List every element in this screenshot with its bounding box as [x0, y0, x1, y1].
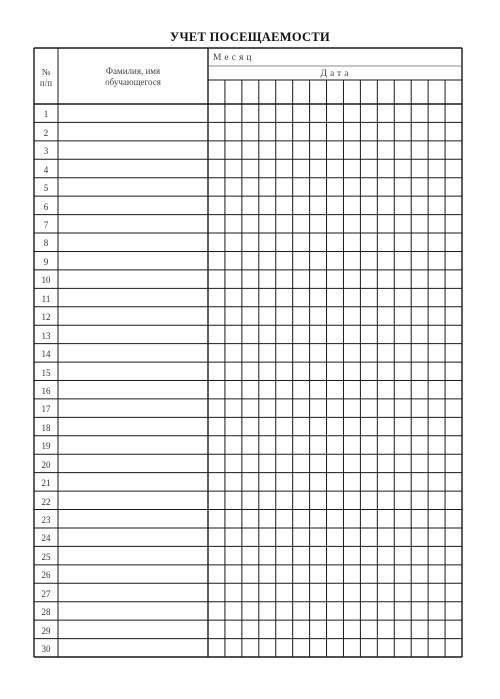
row-number: 22: [41, 496, 51, 507]
row-number: 17: [41, 404, 51, 415]
header-month: Месяц: [213, 53, 255, 63]
row-number: 11: [41, 293, 51, 304]
row-number: 14: [41, 349, 51, 360]
row-number: 5: [43, 183, 49, 194]
page-title: УЧЕТ ПОСЕЩАЕМОСТИ: [169, 30, 331, 44]
row-number: 10: [41, 275, 51, 286]
row-number: 28: [41, 607, 51, 618]
row-number: 8: [43, 238, 49, 249]
row-number: 21: [41, 478, 51, 489]
row-number: 4: [43, 164, 49, 175]
row-number: 18: [41, 422, 51, 433]
row-number: 27: [41, 588, 51, 599]
row-number: 16: [41, 385, 51, 396]
row-number: 15: [41, 367, 51, 378]
row-number: 30: [41, 644, 51, 654]
row-number: 29: [41, 625, 51, 636]
row-number: 1: [43, 109, 49, 120]
row-number: 2: [43, 127, 49, 138]
row-number: 24: [41, 533, 51, 544]
header-number: № п/п: [39, 67, 53, 88]
header-student-name: Фамилия, имя обучающегося: [105, 66, 161, 87]
row-number: 25: [41, 551, 51, 562]
row-number: 9: [43, 256, 49, 267]
row-number: 12: [41, 312, 51, 323]
row-number: 3: [43, 146, 49, 157]
row-number: 26: [41, 570, 51, 581]
row-number: 19: [41, 441, 51, 452]
row-number: 7: [43, 220, 49, 231]
row-number: 20: [41, 459, 51, 470]
row-number: 6: [43, 201, 49, 212]
row-number: 23: [41, 514, 51, 525]
row-number: 13: [41, 330, 51, 341]
header-date: Дата: [320, 69, 352, 79]
